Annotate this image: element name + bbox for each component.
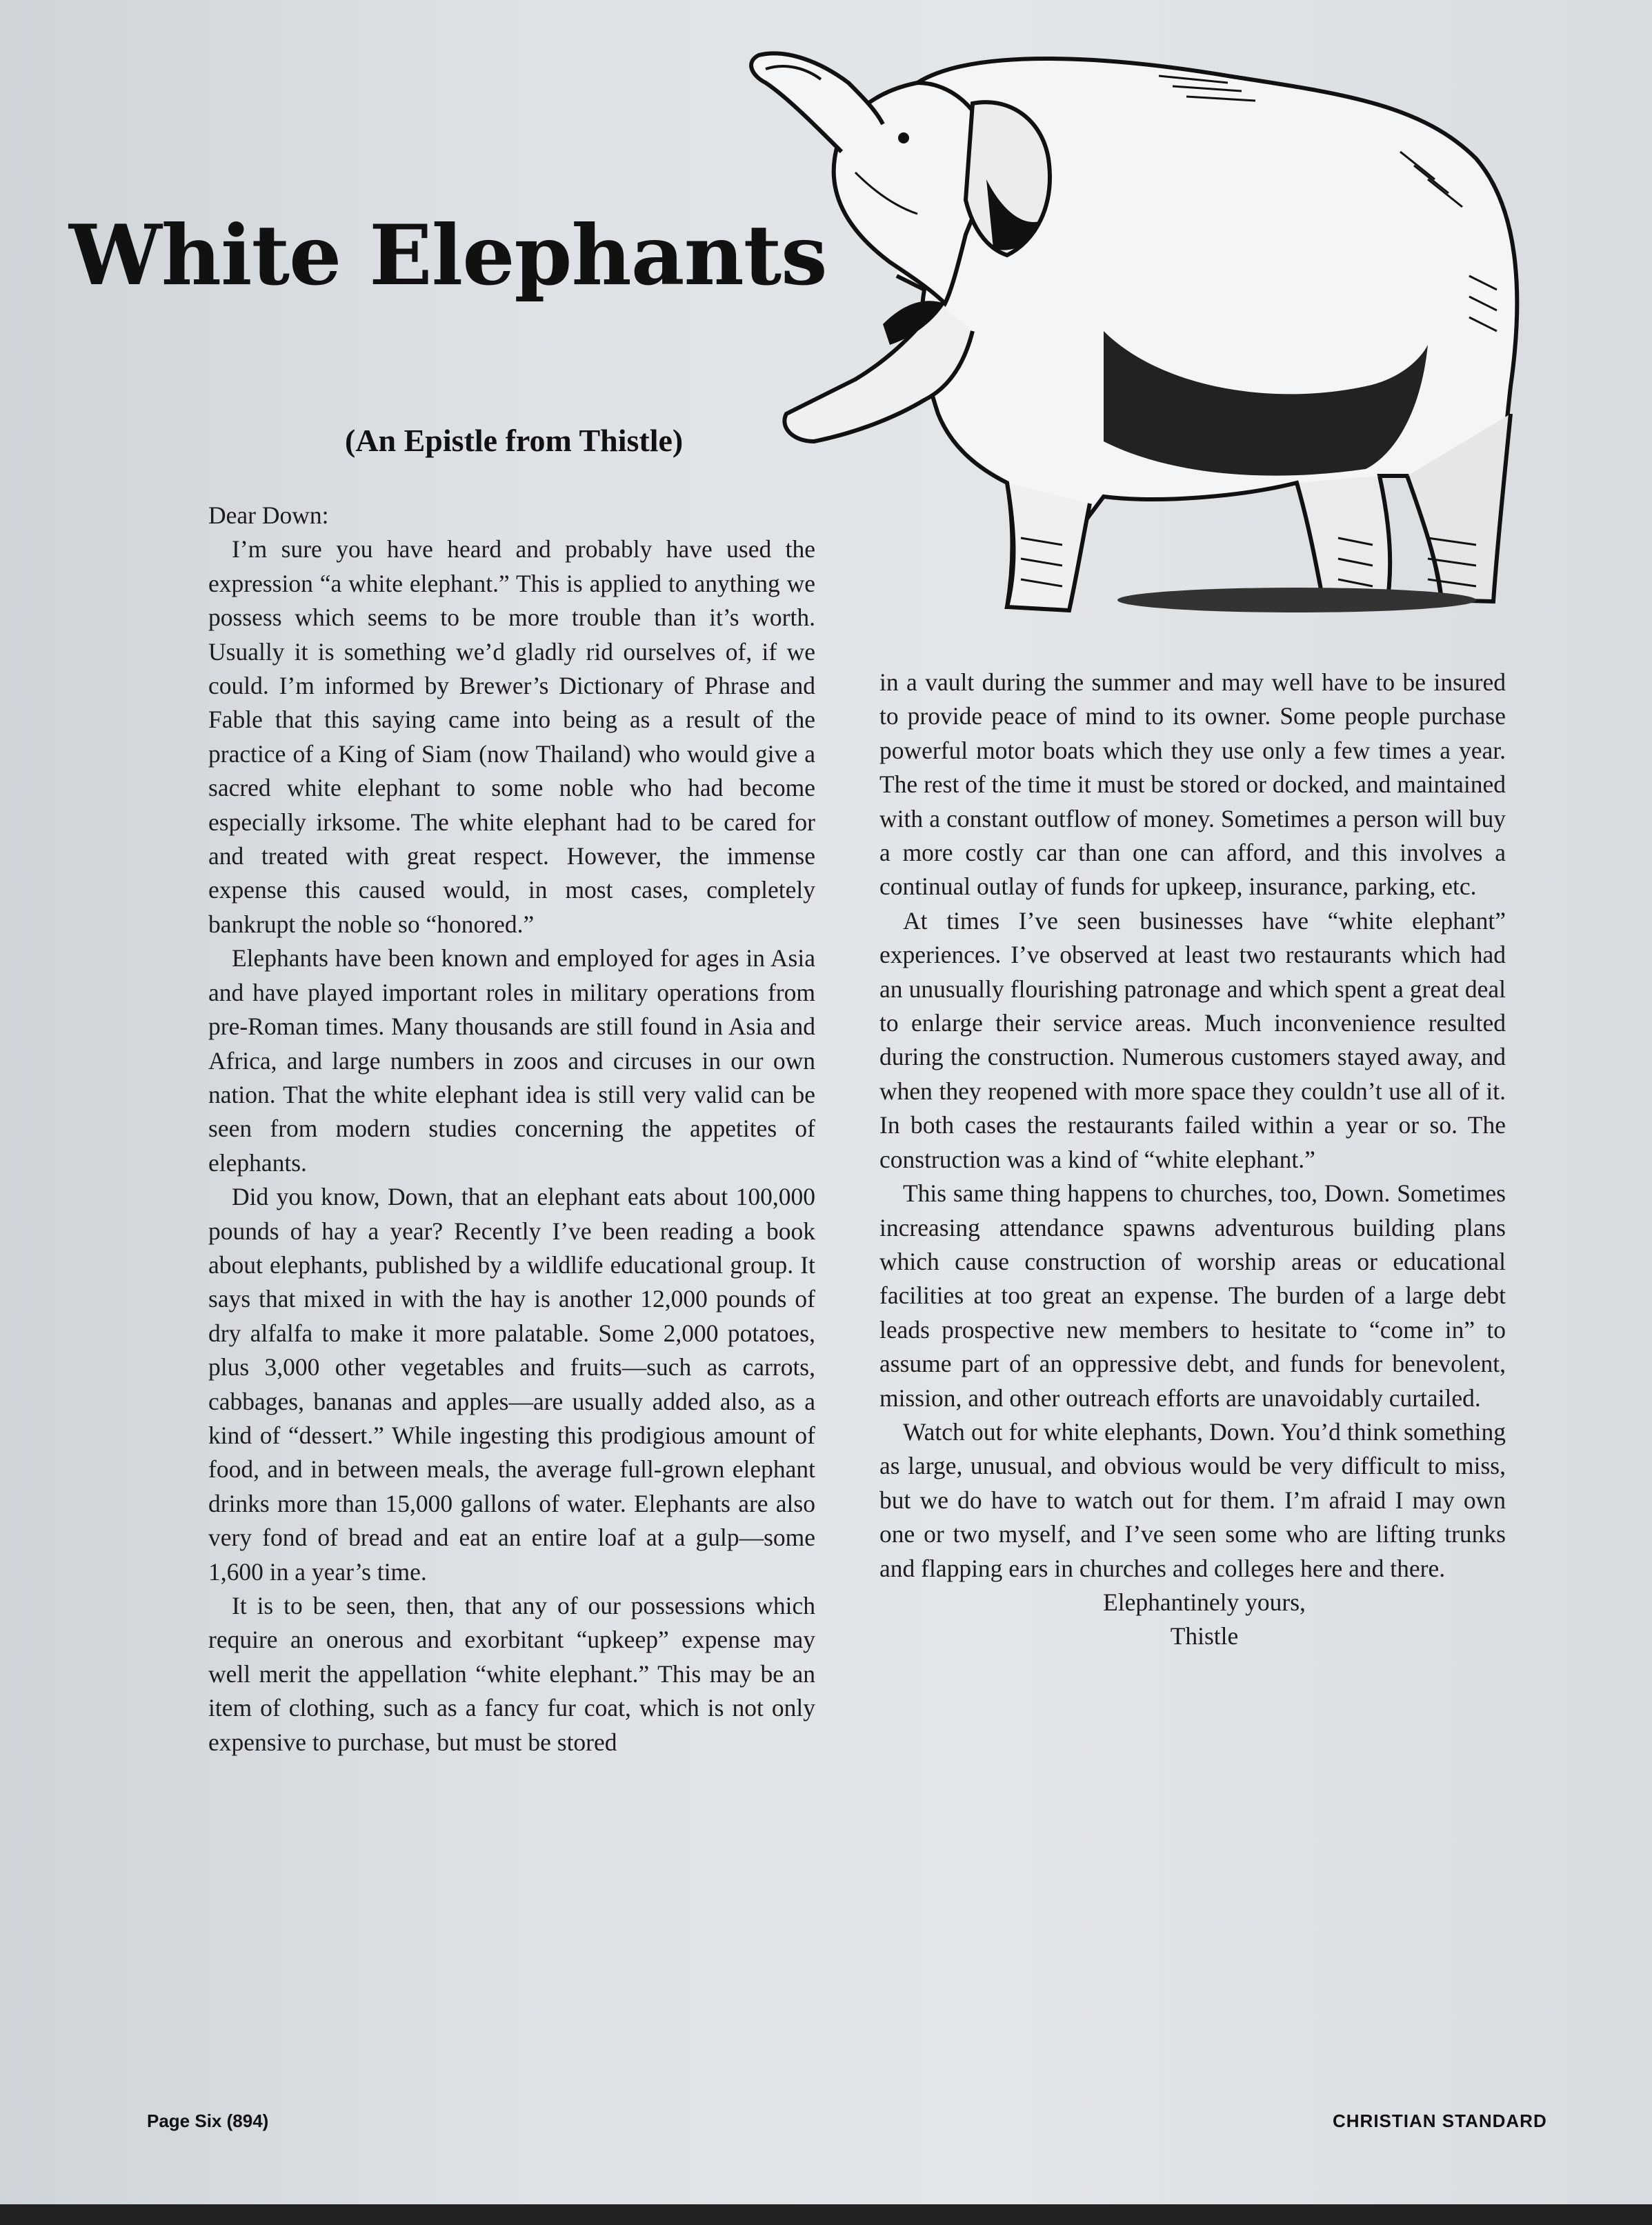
paragraph: This same thing happens to churches, too, Down. Sometimes increasing attendance spawns adventurous building plans which cause construction of worship areas or educational facilities at too great an expense. The burden of a large debt leads prospective new members to hesitate to “come in” to assume part of an oppressive debt, and funds for benevolent, mission, and other outreach efforts are unavoidably curtailed.: [879, 1179, 1506, 1412]
paragraph: Watch out for white elephants, Down. You’d think something as large, unusual, and obvious would be very difficult to miss, but we do have to watch out for them. I’m afraid I may own one or two myself, and I’ve seen some who are lifting trunks and flapping ears in churches and colleges here and there.: [879, 1417, 1506, 1582]
article-title: White Elephants: [69, 207, 827, 304]
paragraph: I’m sure you have heard and probably have used the expression “a white elephant.” This is applied to anything we possess which seems to be more trouble than it’s worth. Usually it is something we’d gladly rid ourselves of, if we could. I’m informed by Brewer’s Dictionary of Phrase and Fable that this saying came into being as a result of the practice of a King of Siam (now Thailand) who would give a sacred white elephant to some noble who had become especially irksome. The white elephant had to be cared for and treated with great respect. However, the immense expense this caused would, in most cases, completely bankrupt the noble so “honored.”: [208, 535, 815, 938]
paragraph: It is to be seen, then, that any of our possessions which require an onerous and exorbitant “upkeep” expense may well merit the appellation “white elephant.” This may be an item of clothing, such as a fancy fur coat, which is not only expensive to purchase, but must be stored: [208, 1592, 815, 1756]
paragraph: Did you know, Down, that an elephant eats about 100,000 pounds of hay a year? Recently I’ve been reading a book about elephants, published by a wildlife educational group. It says that mixed in with the hay is another 12,000 pounds of dry alfalfa to make it more palatable. Some 2,000 potatoes, plus 3,000 other vegetables and fruits—such as carrots, cabbages, bananas and apples—are usually added also, as a kind of “dessert.” While ingesting this prodigious amount of food, and in between meals, the average full-grown elephant drinks more than 15,000 gallons of water. Elephants are also very fond of bread and eat an entire loaf at a gulp—some 1,600 in a year’s time.: [208, 1183, 815, 1586]
salutation: Dear Down:: [208, 501, 329, 529]
signature: Thistle: [1170, 1622, 1239, 1650]
text-column-right: [879, 666, 1506, 1654]
page-number: Page Six (894): [147, 2111, 269, 2131]
page-edge: [0, 2204, 1652, 2225]
text-column-left: [208, 499, 815, 1759]
publication-name: CHRISTIAN STANDARD: [1333, 2111, 1547, 2131]
closing: Elephantinely yours,: [1103, 1588, 1306, 1616]
paragraph: in a vault during the summer and may well have to be insured to provide peace of mind to its owner. Some people purchase powerful motor boats which they use only a few times a year. The rest of the time it must be stored or docked, and maintained with a constant outflow of money. Sometimes a person will buy a more costly car than one can afford, and this involves a continual outlay of funds for upkeep, insurance, parking, etc.: [879, 668, 1506, 901]
paragraph: Elephants have been known and employed for ages in Asia and have played important roles in military operations from pre-Roman times. Many thousands are still found in Asia and Africa, and large numbers in zoos and circuses in our own nation. That the white elephant idea is still very valid can be seen from modern studies concerning the appetites of elephants.: [208, 944, 815, 1177]
paragraph: At times I’ve seen businesses have “white elephant” experiences. I’ve observed at least two restaurants which had an unusually flourishing patronage and which spent a great deal to enlarge their service areas. Much inconvenience resulted during the construction. Numerous customers stayed away, and when they reopened with more space they couldn’t use all of it. In both cases the restaurants failed within a year or so. The construction was a kind of “white elephant.”: [879, 906, 1506, 1173]
elephant-illustration-icon: [745, 0, 1573, 641]
article-subtitle: (An Epistle from Thistle): [345, 423, 684, 458]
